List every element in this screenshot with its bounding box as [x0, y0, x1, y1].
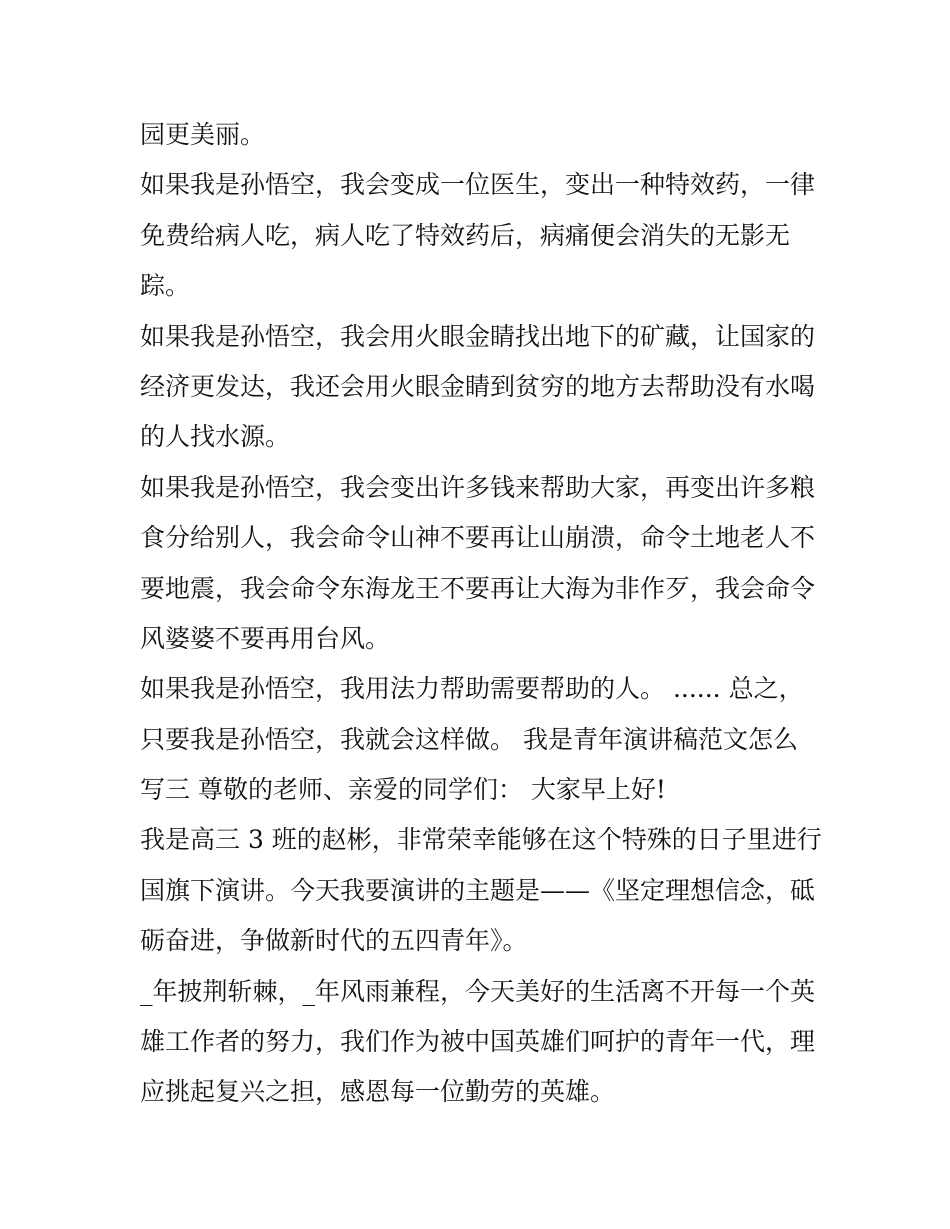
text-line-11: 风婆婆不要再用台风。	[140, 623, 391, 653]
text-line-1: 园更美丽。	[140, 120, 266, 149]
text-line-9: 食分给别人，我会命令山神不要再让山崩溃，命令土地老人不	[140, 523, 816, 553]
text-line-20: 应挑起复兴之担，感恩每一位勤劳的英雄。	[140, 1077, 616, 1107]
text-line-2: 如果我是孙悟空，我会变成一位医生，变出一种特效药，一律	[140, 170, 816, 200]
document-body	[140, 110, 820, 1118]
text-line-6: 经济更发达，我还会用火眼金睛到贫穷的地方去帮助没有水喝	[140, 371, 816, 401]
text-line-3: 免费给病人吃，病人吃了特效药后，病痛便会消失的无影无	[140, 220, 791, 250]
text-line-5: 如果我是孙悟空，我会用火眼金睛找出地下的矿藏，让国家的	[140, 321, 816, 351]
text-line-10: 要地震，我会命令东海龙王不要再让大海为非作歹，我会命令	[140, 573, 816, 603]
text-line-18: _年披荆斩棘，_年风雨兼程，今天美好的生活离不开每一个英	[140, 976, 816, 1006]
text-line-19: 雄工作者的努力，我们作为被中国英雄们呵护的青年一代，理	[140, 1027, 816, 1057]
text-line-13: 只要我是孙悟空，我就会这样做。 我是青年演讲稿范文怎么	[140, 724, 798, 754]
text-line-14: 写三 尊敬的老师、亲爱的同学们： 大家早上好!	[140, 775, 666, 805]
text-line-4: 踪。	[140, 271, 191, 301]
text-line-8: 如果我是孙悟空，我会变出许多钱来帮助大家，再变出许多粮	[140, 472, 816, 502]
text-line-7: 的人找水源。	[140, 422, 291, 452]
text-line-17: 砺奋进，争做新时代的五四青年》。	[140, 926, 528, 956]
text-line-12: 如果我是孙悟空，我用法力帮助需要帮助的人。 ...... 总之，	[140, 674, 804, 704]
text-line-15: 我是高三 3 班的赵彬，非常荣幸能够在这个特殊的日子里进行	[140, 825, 822, 855]
text-line-16: 国旗下演讲。今天我要演讲的主题是——《坚定理想信念，砥	[140, 875, 816, 905]
